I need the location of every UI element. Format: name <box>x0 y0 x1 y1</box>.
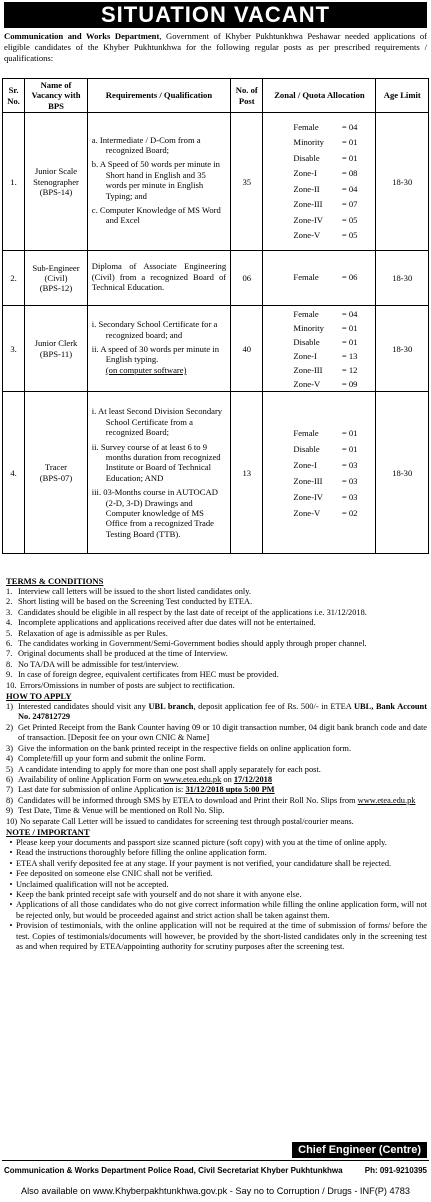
note-text: Applications of all those candidates who do not give correct information while filling the online application form, will not be rejected only, but would be proceeded against and strict action shall be taken against them. <box>16 900 427 920</box>
zone-label: Zone-III <box>293 364 323 375</box>
note-list <box>6 838 427 952</box>
row-name <box>25 392 88 554</box>
row-name <box>25 306 88 392</box>
vacancy-name: Junior Clerk <box>34 338 78 349</box>
how-heading: HOW TO APPLY <box>6 691 72 702</box>
row-posts: 06 <box>231 251 263 306</box>
list-item <box>6 848 427 858</box>
row-age: 18-30 <box>376 113 429 251</box>
list-item: 5. Relaxation of age is admissible as per Rules. <box>6 629 427 639</box>
last-date: 31/12/2018 upto 5:00 PM <box>185 785 275 795</box>
zone-label: Zone-III <box>293 199 323 210</box>
zone-count: = 06 <box>341 272 358 283</box>
note-text: Provision of testimonials, with the online application will not be required at the time of submission of forms/ before the test. Copies of testimonials/documents will however, be provided by the short-listed candidates only in the screening test as and when required by ETEA/appointing authority for scrutiny purposes after the screening test. <box>16 921 427 951</box>
requirement-item: i. Secondary School Certificate for a recognized board; and <box>91 319 218 340</box>
vacancy-table <box>2 78 429 554</box>
row-requirements <box>87 251 230 306</box>
header-zone: Zonal / Quota Allocation <box>263 79 376 113</box>
row-age: 18-30 <box>376 392 429 554</box>
zone-line <box>263 489 375 505</box>
zone-line <box>263 473 375 489</box>
zone-label: Zone-II <box>293 183 320 194</box>
how-text: No separate Call Letter will be issued to candidates for screening test through postal/courier means. <box>20 816 354 826</box>
zone-count: = 04 <box>341 183 358 194</box>
list-item: 9) Test Date, Time & Venue will be mentioned on Roll No. Slip. <box>6 806 427 816</box>
how-text: Last date for submission of online Application is: <box>18 785 186 795</box>
list-item: 4) Complete/fill up your form and submit the online Form. <box>6 754 427 764</box>
zone-line <box>263 197 375 213</box>
zone-line <box>263 377 375 391</box>
zone-count: = 02 <box>341 507 358 518</box>
row-zones <box>263 113 376 251</box>
term-text: Relaxation of age is admissible as per Rules. <box>18 628 168 638</box>
table-row <box>3 306 429 392</box>
header-name: Name of Vacancy with BPS <box>25 79 88 113</box>
zone-label: Female <box>293 427 319 438</box>
how-text: Availability of online Application Form on <box>18 774 164 784</box>
how-text: on <box>221 774 234 784</box>
note-heading: NOTE / IMPORTANT <box>6 826 90 837</box>
availability-date: 17/12/2018 <box>233 774 273 784</box>
list-item <box>6 890 427 900</box>
zone-count: = 13 <box>341 350 358 361</box>
zone-label: Zone-IV <box>293 214 324 225</box>
row-sr: 1. <box>3 113 25 251</box>
zone-line <box>263 151 375 167</box>
note-text: Read the instructions thoroughly before filling the online application form. <box>16 848 267 858</box>
list-item: 3) Give the information on the bank printed receipt in the respective fields on online application form. <box>6 744 427 754</box>
list-item: 6) Availability of online Application Form on www.etea.edu.pk on 17/12/2018 <box>6 774 273 784</box>
requirement-item: i. At least Second Division Secondary School Certificate from a recognized Board; <box>91 406 223 438</box>
header-requirements: Requirements / Qualification <box>87 79 230 113</box>
row-posts: 35 <box>231 113 263 251</box>
how-text: Get Printed Receipt from the Bank Counter having 09 or 10 digit transaction number, 04 digit bank branch code and date of transaction. [Deposit fee on your own CNIC & Name] <box>18 722 427 743</box>
zone-line <box>263 166 375 182</box>
list-item: 2. Short listing will be based on the Screening Test conducted by ETEA. <box>6 597 427 607</box>
bullet-icon: • <box>9 889 13 899</box>
row-age: 18-30 <box>376 251 429 306</box>
zone-label: Disable <box>293 443 320 454</box>
zone-line <box>263 441 375 457</box>
zone-line <box>263 335 375 349</box>
requirement-note: (on computer software) <box>105 364 187 375</box>
row-requirements <box>87 113 230 251</box>
zone-label: Disable <box>293 152 320 163</box>
zone-count: = 01 <box>341 152 358 163</box>
row-zones <box>263 306 376 392</box>
zone-label: Female <box>293 308 319 319</box>
note-text: Unclaimed qualification will not be accepted. <box>16 879 169 889</box>
zone-count: = 07 <box>341 199 358 210</box>
zone-label: Female <box>293 272 319 283</box>
list-item: 5) A candidate intending to apply for more than one post shall apply separately for each post. <box>6 765 427 775</box>
zone-label: Disable <box>293 336 320 347</box>
zone-count: = 05 <box>341 230 358 241</box>
zone-label: Minority <box>293 322 324 333</box>
list-item <box>6 900 427 921</box>
list-item <box>6 869 427 879</box>
signature-block: Chief Engineer (Centre) <box>292 1142 427 1158</box>
term-text: The candidates working in Government/Semi-Government bodies should apply through proper channel. <box>18 639 367 649</box>
zone-line <box>263 505 375 521</box>
term-text: Original documents shall be produced at the time of Interview. <box>18 649 228 659</box>
zone-count: = 01 <box>341 336 358 347</box>
vacancy-bps: (BPS-12) <box>39 283 73 294</box>
requirement-item: iii. 03-Months course in AUTOCAD (2-D, 3-D) Drawings and Computer knowledge of MS Office from a recognized Trade Testing Board (TTB). <box>91 487 218 539</box>
requirement-item: c. Computer Knowledge of MS Word and Excel <box>91 205 221 226</box>
table-row <box>3 113 429 251</box>
zone-count: = 04 <box>341 121 358 132</box>
zone-label: Minority <box>293 137 324 148</box>
zone-line <box>263 120 375 136</box>
footer-phone: Ph: 091-9210395 <box>364 1166 427 1175</box>
zone-count: = 01 <box>341 443 358 454</box>
term-text: No TA/DA will be admissible for test/interview. <box>18 659 179 669</box>
zone-count: = 01 <box>341 322 358 333</box>
bullet-icon: • <box>9 837 13 847</box>
zone-count: = 04 <box>341 308 358 319</box>
list-item <box>6 838 427 848</box>
list-item: 6. The candidates working in Government/Semi-Government bodies should apply through proper channel. <box>6 639 427 649</box>
list-item <box>6 921 427 952</box>
zone-line <box>263 182 375 198</box>
note-text: Fee deposited on someone else CNIC shall not be verified. <box>16 869 213 879</box>
vacancy-name: Junior Scale Stenographer <box>33 166 79 187</box>
how-text: A candidate intending to apply for more than one post shall apply separately for each post. <box>18 764 321 774</box>
requirement-item: ii. A speed of 30 words per minute in English typing. <box>91 344 219 365</box>
requirement-item: ii. Survey course of at least 6 to 9 months duration from recognized Institute or Board of Technical Education; AND <box>91 441 221 483</box>
how-account: UBL, Bank Account No. 247812729 <box>18 702 428 722</box>
zone-count: = 03 <box>341 491 358 502</box>
list-item: 7. Original documents shall be produced at the time of Interview. <box>6 649 427 659</box>
row-requirements <box>87 392 230 554</box>
table-row <box>3 392 429 554</box>
intro-paragraph <box>4 31 427 65</box>
bullet-icon: • <box>9 848 13 858</box>
row-zones <box>263 251 376 306</box>
footer-address: Communication & Works Department Police Road, Civil Secretariat Khyber Pukhtunkhwa <box>4 1166 343 1175</box>
requirement-item: Diploma of Associate Engineering (Civil) from a recognized Board of Technical Education. <box>91 261 227 292</box>
zone-line <box>263 425 375 441</box>
zone-line <box>263 321 375 335</box>
note-text: Keep the bank printed receipt safe with yourself and do not share it with anyone else. <box>16 889 302 899</box>
zone-line <box>263 228 375 244</box>
intro-dept: Communication and Works Department <box>4 31 160 41</box>
list-item <box>6 859 427 869</box>
row-name <box>25 113 88 251</box>
zone-count: = 01 <box>341 137 358 148</box>
list-item: 8) Candidates will be informed through SMS by ETEA to download and Print their Roll No. Slips from www.etea.edu.pk <box>6 795 416 805</box>
zone-count: = 01 <box>341 427 358 438</box>
zone-count: = 08 <box>341 168 358 179</box>
zone-count: = 03 <box>341 459 358 470</box>
zone-label: Zone-V <box>293 230 321 241</box>
list-item <box>6 880 427 890</box>
intro-text: , Government of Khyber Pukhtunkhwa Peshawar needed applications of eligible candidates of the Khyber Pukhtunkhwa for the following regular posts as per prescribed requirements / qualifications: <box>4 31 427 64</box>
zone-count: = 12 <box>341 364 358 375</box>
note-text: ETEA shall verify deposited fee at any stage. If your payment is not verified, your candidature shall be rejected. <box>16 858 392 868</box>
terms-section <box>6 576 427 952</box>
zone-label: Zone-I <box>293 459 317 470</box>
how-text: , deposit application fee of Rs. 500/- in ETEA <box>193 702 354 712</box>
zone-line <box>263 349 375 363</box>
page-title: SITUATION VACANT <box>4 2 427 28</box>
zone-label: Zone-I <box>293 168 317 179</box>
row-requirements <box>87 306 230 392</box>
row-age: 18-30 <box>376 306 429 392</box>
bullet-icon: • <box>9 858 13 868</box>
bullet-icon: • <box>9 879 13 889</box>
zone-line <box>263 270 375 286</box>
header-posts: No. of Post <box>231 79 263 113</box>
how-text: Interested candidates should visit any <box>18 702 149 712</box>
list-item: 3. Candidates should be eligible in all respect by the last date of receipt of the applications i.e. 31/12/2018. <box>6 608 427 618</box>
how-text: Complete/fill up your form and submit the online Form. <box>18 754 206 764</box>
vacancy-bps: (BPS-14) <box>39 186 73 197</box>
requirement-item: b. A Speed of 50 words per minute in Short hand in English and 35 words per minute in English Typing; and <box>91 159 220 201</box>
list-item: 1. Interview call letters will be issued to the short listed candidates only. <box>6 587 427 597</box>
vacancy-name: Sub-Engineer (Civil) <box>32 262 80 284</box>
zone-line <box>263 363 375 377</box>
term-text: Short listing will be based on the Screening Test conducted by ETEA. <box>18 597 253 607</box>
table-row <box>3 251 429 306</box>
row-posts: 40 <box>231 306 263 392</box>
list-item: 4. Incomplete applications and applications received after due dates will not be entertained. <box>6 618 427 628</box>
etea-link[interactable]: www.etea.edu.pk <box>357 795 416 805</box>
zone-line <box>263 457 375 473</box>
terms-heading: TERMS & CONDITIONS <box>6 576 104 586</box>
term-text: Candidates should be eligible in all respect by the last date of receipt of the applications i.e. 31/12/2018. <box>18 607 367 617</box>
row-posts: 13 <box>231 392 263 554</box>
list-item: 9. In case of foreign degree, equivalent certificates from HEC must be provided. <box>6 670 427 680</box>
list-item: 8. No TA/DA will be admissible for test/interview. <box>6 660 427 670</box>
list-item: 10) No separate Call Letter will be issued to candidates for screening test through postal/courier means. <box>6 817 427 827</box>
vacancy-bps: (BPS-11) <box>39 348 73 359</box>
zone-label: Zone-V <box>293 507 321 518</box>
bullet-icon: • <box>9 921 13 931</box>
term-text: In case of foreign degree, equivalent certificates from HEC must be provided. <box>18 670 279 680</box>
zone-label: Zone-V <box>293 378 321 389</box>
zone-label: Zone-IV <box>293 491 324 502</box>
vacancy-name: Tracer <box>44 462 68 473</box>
term-text: Incomplete applications and applications received after due dates will not be entertained. <box>18 618 316 628</box>
how-list <box>6 702 427 827</box>
row-zones <box>263 392 376 554</box>
terms-list <box>6 587 427 691</box>
requirement-item: a. Intermediate / D-Com from a recognized Board; <box>91 134 201 155</box>
row-sr: 4. <box>3 392 25 554</box>
table-header-row <box>3 79 429 113</box>
row-sr: 3. <box>3 306 25 392</box>
zone-line <box>263 307 375 321</box>
vacancy-bps: (BPS-07) <box>39 472 73 483</box>
how-text: Candidates will be informed through SMS by ETEA to download and Print their Roll No. Slips from <box>18 795 358 805</box>
zone-line <box>263 135 375 151</box>
zone-count: = 09 <box>341 378 358 389</box>
list-item: 1) Interested candidates should visit any UBL branch, deposit application fee of Rs. 500/- in ETEA UBL, Bank Account No. 247812729 <box>6 702 428 722</box>
bullet-icon: • <box>9 900 13 910</box>
header-age: Age Limit <box>376 79 429 113</box>
footer-address-bar <box>2 1160 429 1180</box>
bullet-icon: • <box>9 869 13 879</box>
zone-line <box>263 213 375 229</box>
zone-count: = 05 <box>341 214 358 225</box>
term-text: Errors/Omissions in number of posts are subject to rectification. <box>20 680 235 690</box>
list-item: 7) Last date for submission of online Application is: 31/12/2018 upto 5:00 PM <box>6 785 275 795</box>
list-item: 10. Errors/Omissions in number of posts are subject to rectification. <box>6 681 427 691</box>
row-name <box>25 251 88 306</box>
header-sr: Sr. No. <box>3 79 25 113</box>
zone-label: Zone-I <box>293 350 317 361</box>
zone-label: Zone-III <box>293 475 323 486</box>
row-sr: 2. <box>3 251 25 306</box>
term-text: Interview call letters will be issued to the short listed candidates only. <box>18 587 251 596</box>
how-bank: UBL branch <box>148 702 194 712</box>
how-text: Give the information on the bank printed receipt in the respective fields on online application form. <box>18 743 352 753</box>
etea-link[interactable]: www.etea.edu.pk <box>163 774 222 784</box>
footer-website-line: Also available on www.Khyberpakhtunkhwa.gov.pk - Say no to Corruption / Drugs - INF(P) 4783 <box>21 1186 410 1196</box>
how-text: Test Date, Time & Venue will be mentioned on Roll No. Slip. <box>18 806 225 816</box>
zone-count: = 03 <box>341 475 358 486</box>
zone-label: Female <box>293 121 319 132</box>
list-item: 2) Get Printed Receipt from the Bank Counter having 09 or 10 digit transaction number, 04 digit bank branch code and date of transaction. [Deposit fee on your own CNIC & Name] <box>6 722 427 743</box>
note-text: Please keep your documents and passport size scanned picture (soft copy) with you at the time of online apply. <box>16 837 387 847</box>
